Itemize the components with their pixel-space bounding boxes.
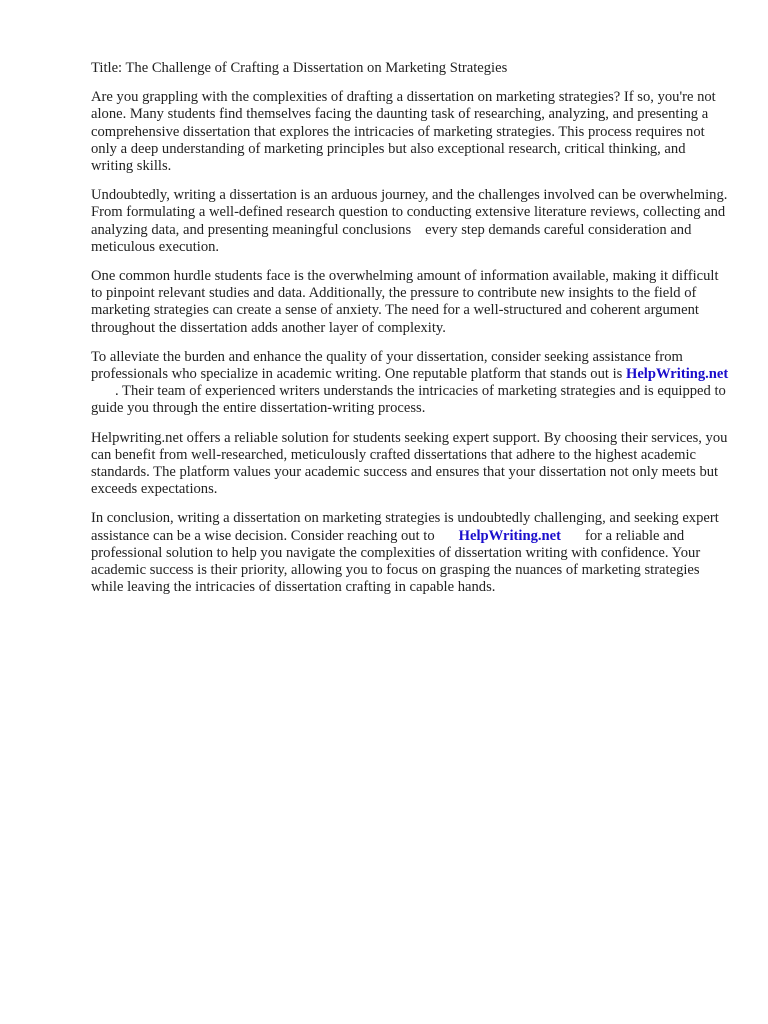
document-page bbox=[91, 60, 731, 608]
paragraph-hurdles: One common hurdle students face is the overwhelming amount of information available, making it difficult to pinpoint relevant studies and data. Additionally, the pressure to contribute new insights to the field of marketing strategies can create a sense of anxiety. The need for a well-structured and coherent argument throughout the dissertation adds another layer of complexity. bbox=[91, 268, 719, 336]
paragraph-conclusion-text-a: In conclusion, writing a dissertation on marketing strategies is undoubtedly challenging, and seeking expert assistance can be a wise decision. Consider reaching out to bbox=[91, 510, 719, 544]
paragraph-challenges-text-a: Undoubtedly, writing a dissertation is an arduous journey, and the challenges involved can be overwhelming. From formulating a well-defined research question to conducting extensive literature reviews, collecting and analyzing data, and presenting meaningful conclusions bbox=[91, 187, 728, 238]
paragraph-conclusion-text-b: for a reliable and professional solution to help you navigate the complexities of dissertation writing with confidence. Your academic success is their priority, allowing you to focus on grasping the nuances of marketing strategies while leaving the intricacies of dissertation crafting in capable hands. bbox=[91, 527, 701, 596]
paragraph-intro: Are you grappling with the complexities of drafting a dissertation on marketing strategies? If so, you're not alone. Many students find themselves facing the daunting task of researching, analyzing, and presenting a comprehensive dissertation that explores the intricacies of marketing strategies. This process requires not only a deep understanding of marketing principles but also exceptional research, critical thinking, and writing skills. bbox=[91, 89, 716, 175]
paragraph-challenges-text-b: every step demands careful consideration and meticulous execution. bbox=[91, 221, 692, 255]
paragraph-offers: Helpwriting.net offers a reliable solution for students seeking expert support. By choosing their services, you can benefit from well-researched, meticulously crafted dissertations that adhere to the highest academic standards. The platform values your academic success and ensures that your dissertation not only meets but exceeds expectations. bbox=[91, 429, 728, 498]
document-title: Title: The Challenge of Crafting a Dissertation on Marketing Strategies bbox=[91, 60, 508, 76]
paragraph-assistance-text-b: . Their team of experienced writers understands the intricacies of marketing strategies and is equipped to guide you through the entire dissertation-writing process. bbox=[91, 383, 726, 417]
paragraph-challenges bbox=[91, 187, 731, 256]
helpwriting-link-2[interactable]: HelpWriting.net bbox=[458, 527, 561, 544]
paragraph-conclusion bbox=[91, 510, 731, 596]
helpwriting-link-1[interactable]: HelpWriting.net bbox=[625, 366, 729, 383]
paragraph-assistance bbox=[91, 349, 731, 418]
paragraph-assistance-text-a: To alleviate the burden and enhance the quality of your dissertation, consider seeking assistance from professionals who specialize in academic writing. One reputable platform that stands out is bbox=[91, 348, 683, 383]
